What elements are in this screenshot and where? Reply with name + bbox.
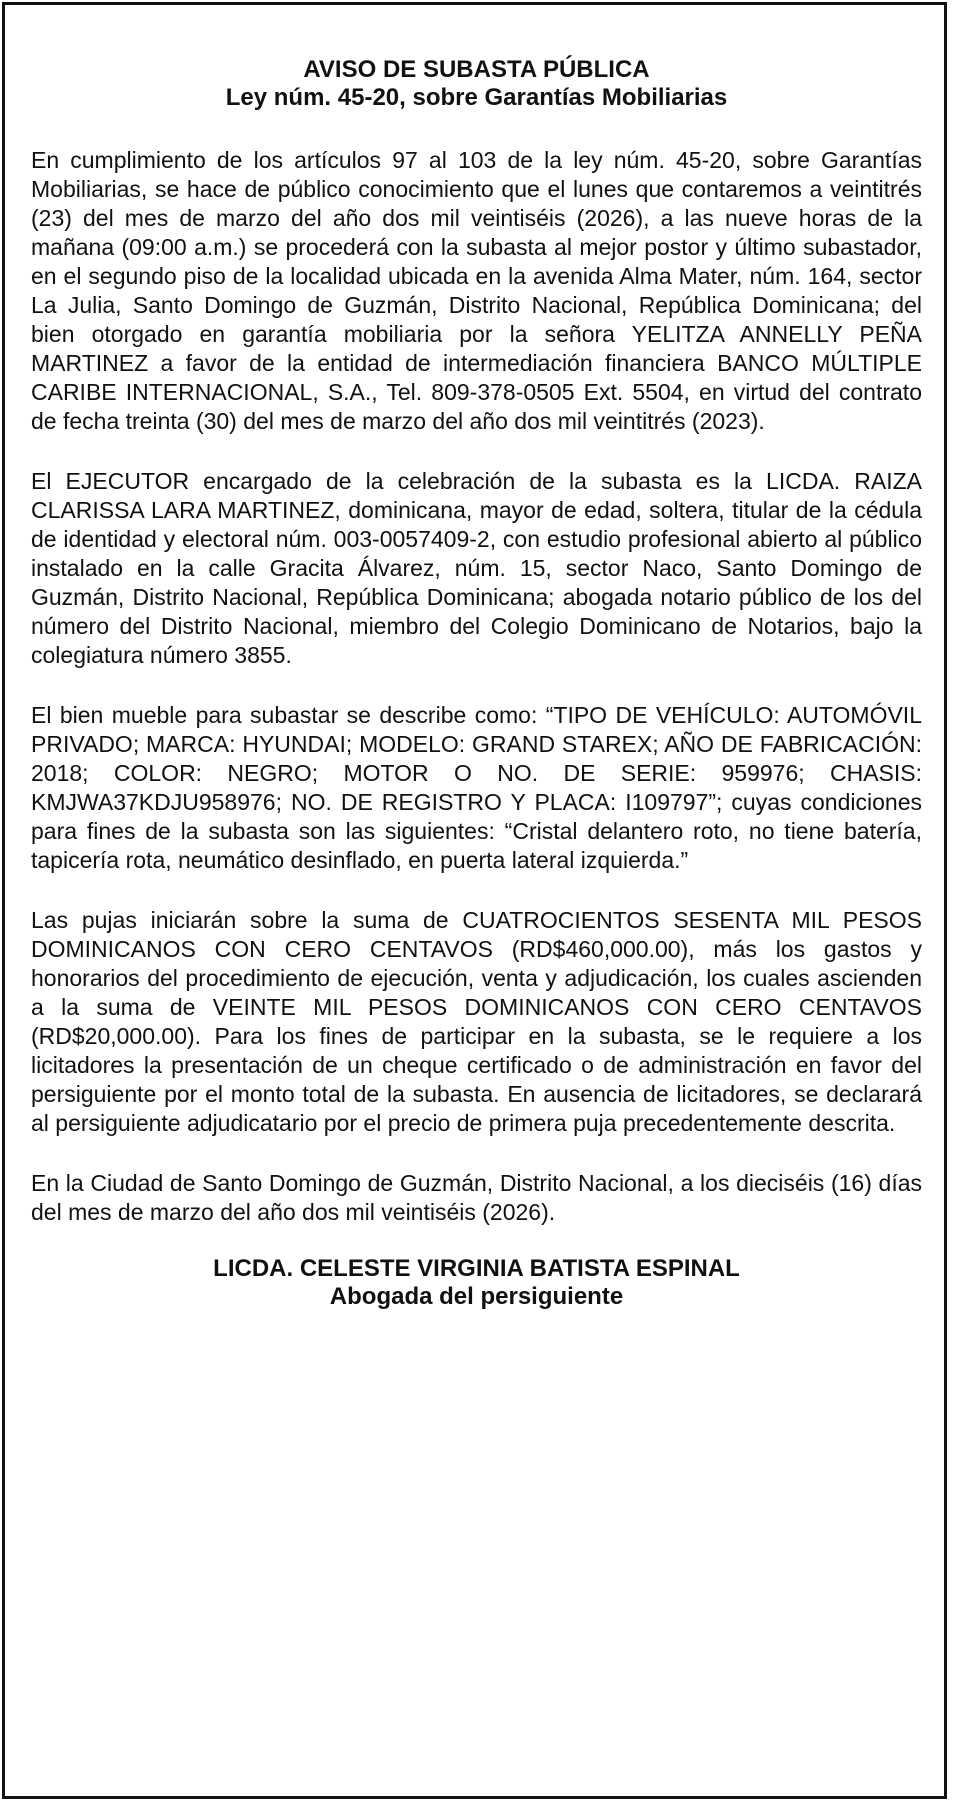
notice-title: AVISO DE SUBASTA PÚBLICA — [303, 56, 650, 83]
paragraph-vehicle-description: El bien mueble para subastar se describe como: “TIPO DE VEHÍCULO: AUTOMÓVIL PRIVADO; MARCA: HYUNDAI; MODELO: GRAND STAREX; AÑO DE FABRICACIÓN: 2018; COLOR: NEGRO; MOTOR O NO. DE SERIE: 959976; CHASIS: KMJWA37KDJU958976; NO. DE REGISTRO Y PLACA: I109797”; cuyas condiciones para fines de la subasta son las siguientes: “Cristal delantero roto, no tiene batería, tapicería rota, neumático desinflado, en puerta lateral izquierda.” — [31, 702, 922, 873]
paragraph-bidding-terms: Las pujas iniciarán sobre la suma de CUATROCIENTOS SESENTA MIL PESOS DOMINICANOS CON CERO CENTAVOS (RD$460,000.00), más los gastos y honorarios del procedimiento de ejecución, venta y adjudicación, los cuales ascienden a la suma de VEINTE MIL PESOS DOMINICANOS CON CERO CENTAVOS (RD$20,000.00). Para los fines de participar en la subasta, se le requiere a los licitadores la presentación de un cheque certificado o de administración en favor del persiguiente por el monto total de la subasta. En ausencia de licitadores, se declarará al persiguiente adjudicatario por el precio de primera puja precedentemente descrita. — [31, 907, 922, 1136]
notice-subtitle: Ley núm. 45-20, sobre Garantías Mobiliarias — [225, 84, 728, 111]
paragraph-executor: El EJECUTOR encargado de la celebración de la subasta es la LICDA. RAIZA CLARISSA LARA MARTINEZ, dominicana, mayor de edad, soltera, titular de la cédula de identidad y electoral núm. 003-0057409-2, con estudio profesional abierto al público instalado en la calle Gracita Álvarez, núm. 15, sector Naco, Santo Domingo de Guzmán, Distrito Nacional, República Dominicana; abogada notario público de los del número del Distrito Nacional, miembro del Colegio Dominicano de Notarios, bajo la colegiatura número 3855. — [31, 468, 922, 668]
notice-body — [31, 146, 922, 1227]
paragraph-auction-announcement: En cumplimiento de los artículos 97 al 103 de la ley núm. 45-20, sobre Garantías Mobiliarias, se hace de público conocimiento que el lunes que contaremos a veintitrés (23) del mes de marzo del año dos mil veintiséis (2026), a las nueve horas de la mañana (09:00 a.m.) se procederá con la subasta al mejor postor y último subastador, en el segundo piso de la localidad ubicada en la avenida Alma Mater, núm. 164, sector La Julia, Santo Domingo de Guzmán, Distrito Nacional, República Dominicana; del bien otorgado en garantía mobiliaria por la señora YELITZA ANNELLY PEÑA MARTINEZ a favor de la entidad de intermediación financiera BANCO MÚLTIPLE CARIBE INTERNACIONAL, S.A., Tel. 809-378-0505 Ext. 5504, en virtud del contrato de fecha treinta (30) del mes de marzo del año dos mil veintitrés (2023). — [31, 147, 922, 434]
notice-content — [31, 56, 922, 1311]
paragraph-date-place: En la Ciudad de Santo Domingo de Guzmán, Distrito Nacional, a los dieciséis (16) días del mes de marzo del año dos mil veintiséis (2026). — [31, 1170, 922, 1225]
signature-name: LICDA. CELESTE VIRGINIA BATISTA ESPINAL — [213, 1255, 740, 1282]
signature-role: Abogada del persiguiente — [329, 1283, 624, 1310]
